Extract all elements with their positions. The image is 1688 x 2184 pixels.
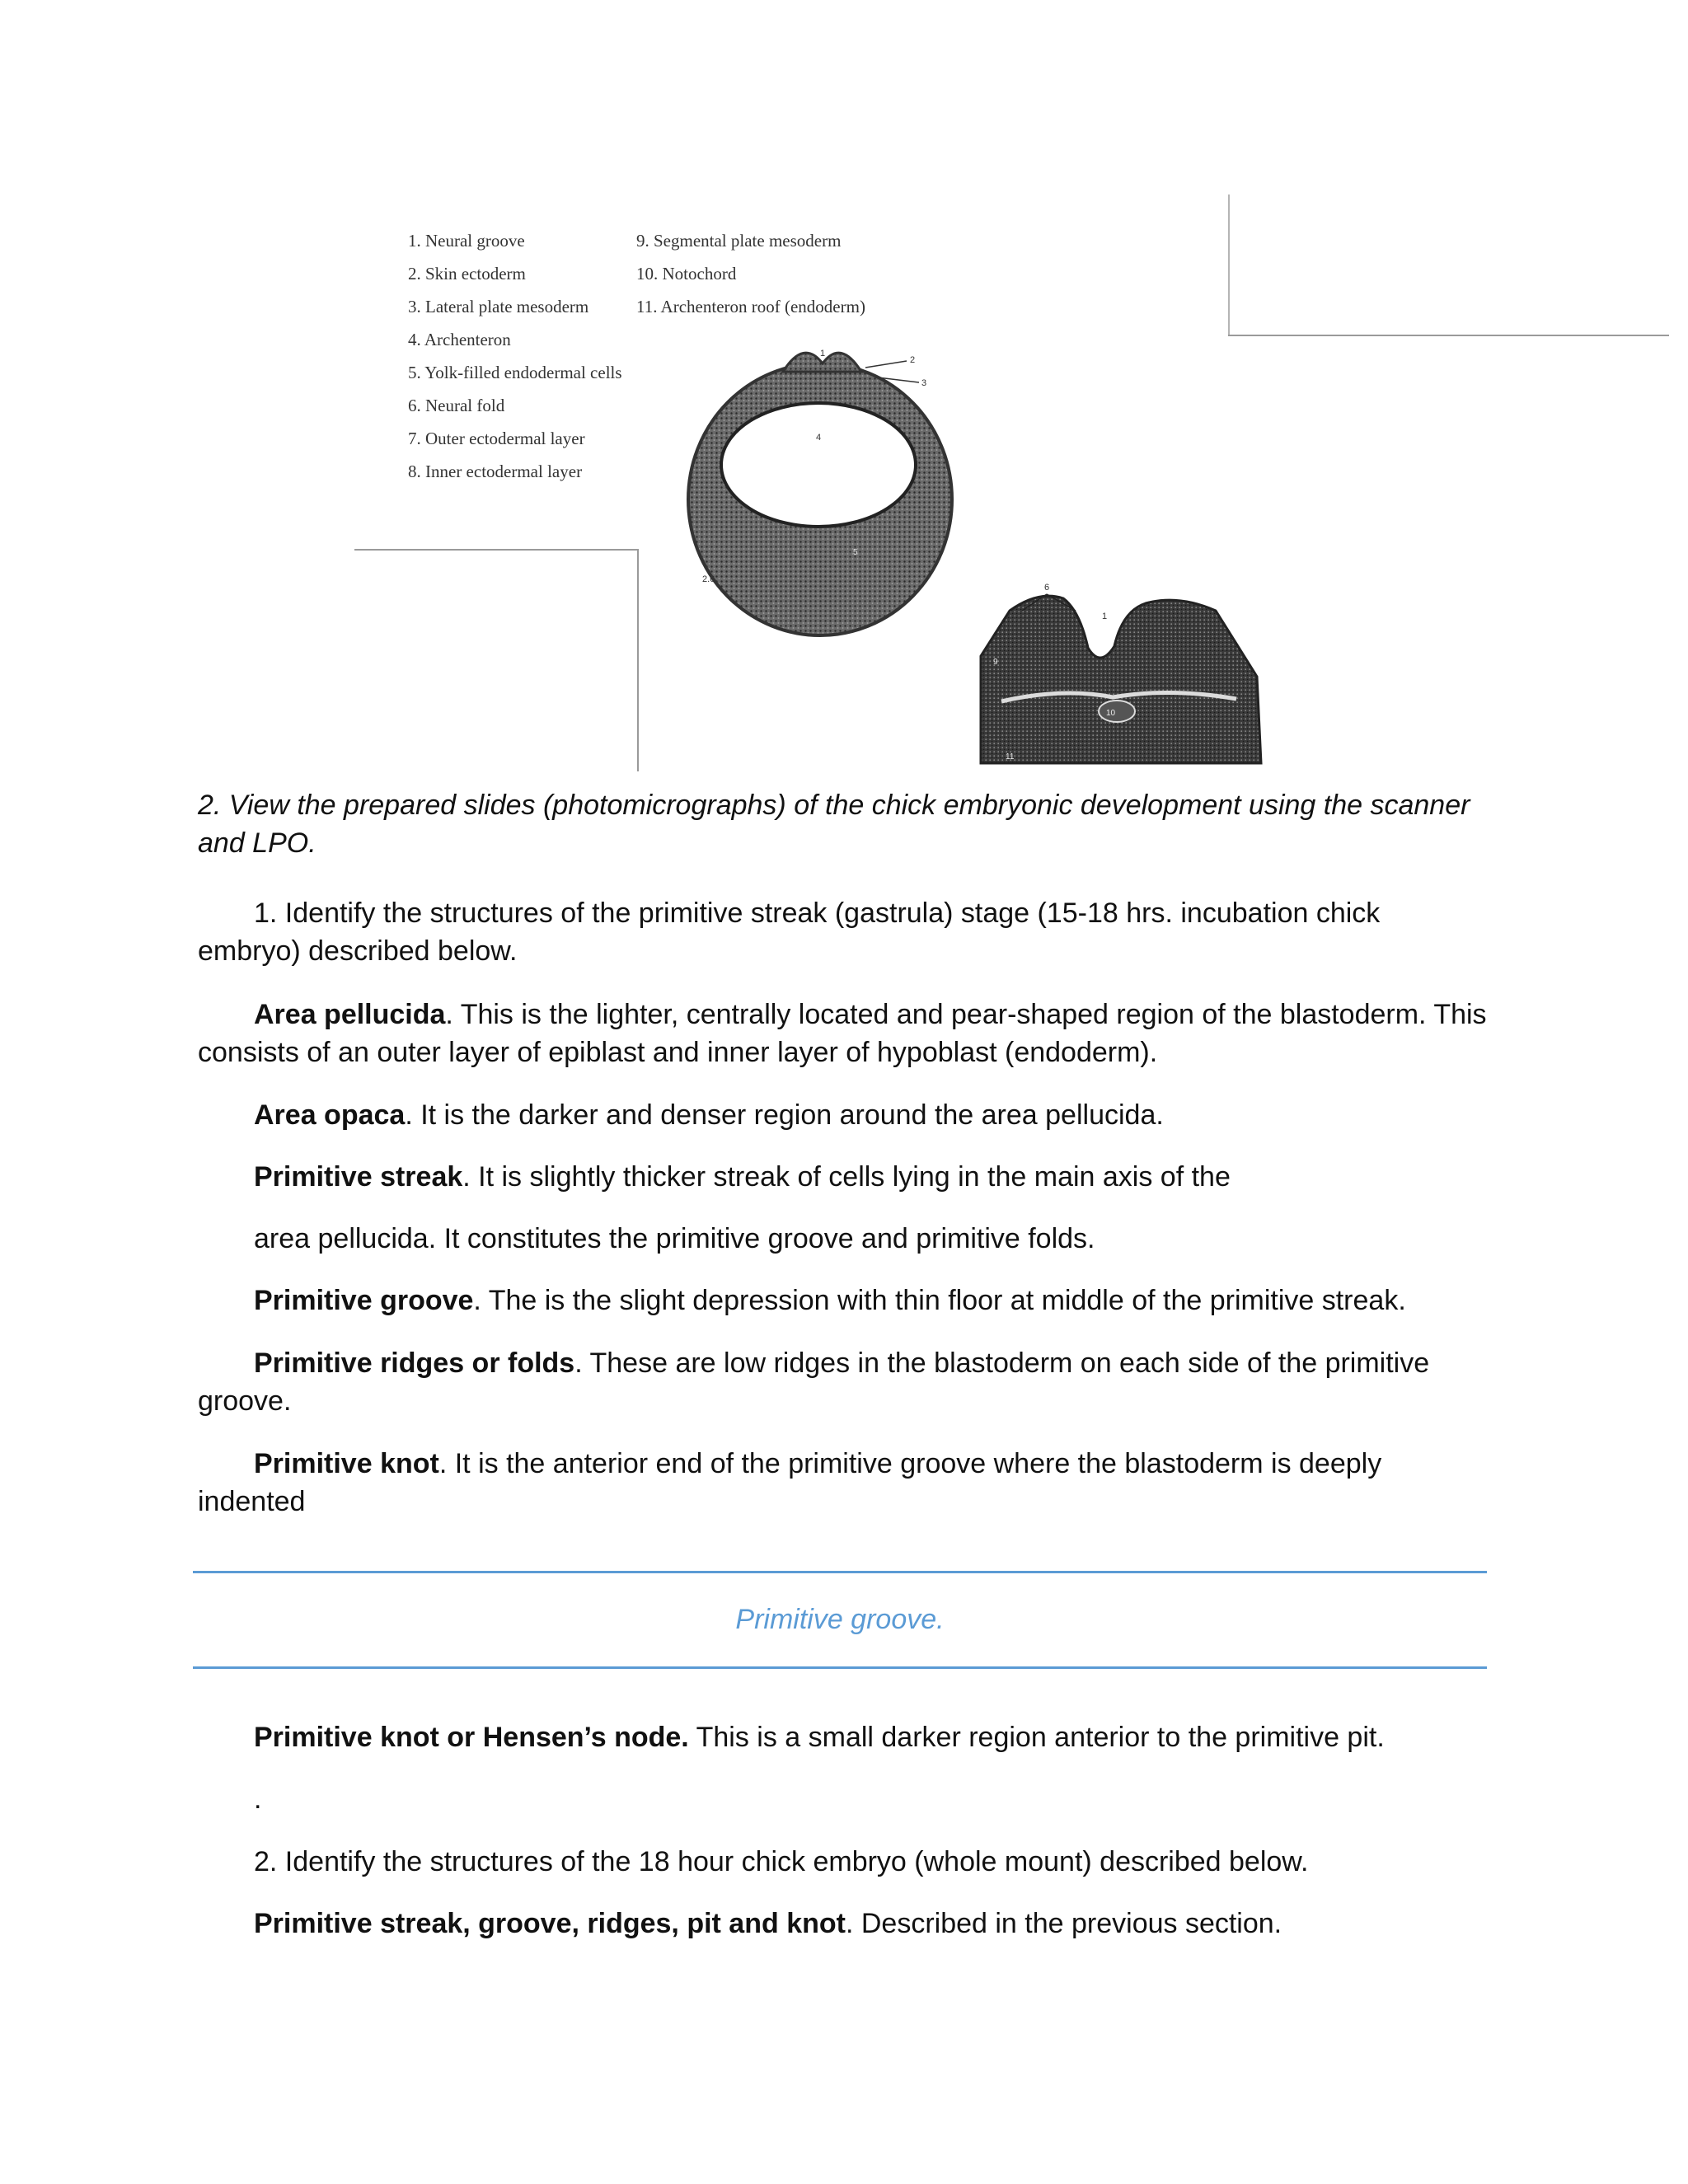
legend-item: 3. Lateral plate mesoderm	[408, 297, 589, 316]
legend-item: 2. Skin ectoderm	[408, 264, 526, 284]
legend-item: 10. Notochord	[636, 264, 737, 284]
legend-item: 9. Segmental plate mesoderm	[636, 231, 842, 251]
definition-term: Area pellucida	[254, 999, 446, 1030]
figure-label: 2.6	[702, 574, 715, 584]
figure-label: 1	[820, 349, 826, 359]
stray-dot: .	[254, 1783, 262, 1815]
figure-label: 3	[921, 378, 927, 388]
neural-plate-cross-section	[981, 594, 1261, 763]
embryo-cross-section-round	[688, 353, 952, 635]
figure-label: 9	[993, 658, 998, 667]
definition-term: Primitive knot or Hensen’s node.	[254, 1722, 689, 1753]
caption-rule-top	[193, 1571, 1487, 1573]
legend-item: 5. Yolk-filled endodermal cells	[408, 363, 622, 382]
definition-primitive-knot	[254, 1445, 1381, 1483]
figure-caption: Primitive groove.	[735, 1604, 945, 1635]
definition-text: . It is the darker and denser region around the area pellucida.	[405, 1099, 1164, 1131]
definition-term: Primitive ridges or folds	[254, 1347, 575, 1379]
numbered-item: 2. Identify the structures of the 18 hour chick embryo (whole mount) described below.	[254, 1846, 1309, 1877]
definition-text: . Described in the previous section.	[845, 1908, 1282, 1939]
definition-text: area pellucida. It constitutes the primitive groove and primitive folds.	[254, 1223, 1095, 1254]
figure-label: 2	[910, 355, 916, 365]
figure-label: 11	[1006, 752, 1015, 762]
definition-text: This is a small darker region anterior to the primitive pit.	[688, 1722, 1385, 1753]
definition-text: . It is slightly thicker streak of cells lying in the main axis of the	[462, 1161, 1231, 1193]
legend-item: 8. Inner ectodermal layer	[408, 462, 583, 481]
embryo-section-drawings	[354, 194, 1327, 771]
definition-text: groove.	[198, 1385, 292, 1417]
legend-item: 11. Archenteron roof (endoderm)	[636, 297, 865, 316]
definition-text: . This is the lighter, centrally located and pear-shaped region of the blastoderm. This	[445, 999, 1487, 1030]
legend-item: 7. Outer ectodermal layer	[408, 429, 585, 448]
definition-hensens-node	[254, 1718, 1385, 1756]
section-heading-line: and LPO.	[198, 827, 316, 859]
definition-area-pellucida	[254, 996, 1487, 1033]
definition-text: . It is the anterior end of the primitive groove where the blastoderm is deeply	[438, 1448, 1382, 1479]
figure-label: 6	[1044, 583, 1050, 593]
figure-label: 10	[1106, 709, 1116, 718]
figure-label: 1	[1102, 612, 1108, 621]
numbered-item: 1. Identify the structures of the primitive streak (gastrula) stage (15-18 hrs. incubation chick	[254, 898, 1381, 929]
definition-text: indented	[198, 1486, 306, 1517]
definition-term: Area opaca	[254, 1099, 406, 1131]
definition-term: Primitive streak, groove, ridges, pit and knot	[254, 1908, 846, 1939]
definition-text: . The is the slight depression with thin floor at middle of the primitive streak.	[473, 1285, 1406, 1316]
figure-label: 5	[853, 548, 858, 557]
definition-summary	[254, 1905, 1282, 1943]
definition-term: Primitive streak	[254, 1161, 463, 1193]
legend-item: 1. Neural groove	[408, 231, 525, 251]
figure-label: 4	[816, 433, 822, 443]
numbered-item-continued: embryo) described below.	[198, 935, 518, 967]
definition-text: . These are low ridges in the blastoderm on each side of the primitive	[574, 1347, 1430, 1379]
definition-primitive-streak	[254, 1158, 1231, 1196]
caption-rule-bottom	[193, 1666, 1487, 1669]
definition-primitive-ridges	[254, 1344, 1429, 1382]
legend-item: 4. Archenteron	[408, 330, 511, 349]
definition-text: consists of an outer layer of epiblast and inner layer of hypoblast (endoderm).	[198, 1037, 1158, 1068]
definition-primitive-groove	[254, 1282, 1406, 1319]
definition-term: Primitive knot	[254, 1448, 439, 1479]
section-heading-line: 2. View the prepared slides (photomicrographs) of the chick embryonic development using the scanner	[198, 790, 1470, 821]
legend-item: 6. Neural fold	[408, 396, 505, 415]
definition-area-opaca	[254, 1096, 1164, 1134]
embryo-figure	[354, 194, 1327, 771]
definition-term: Primitive groove	[254, 1285, 474, 1316]
